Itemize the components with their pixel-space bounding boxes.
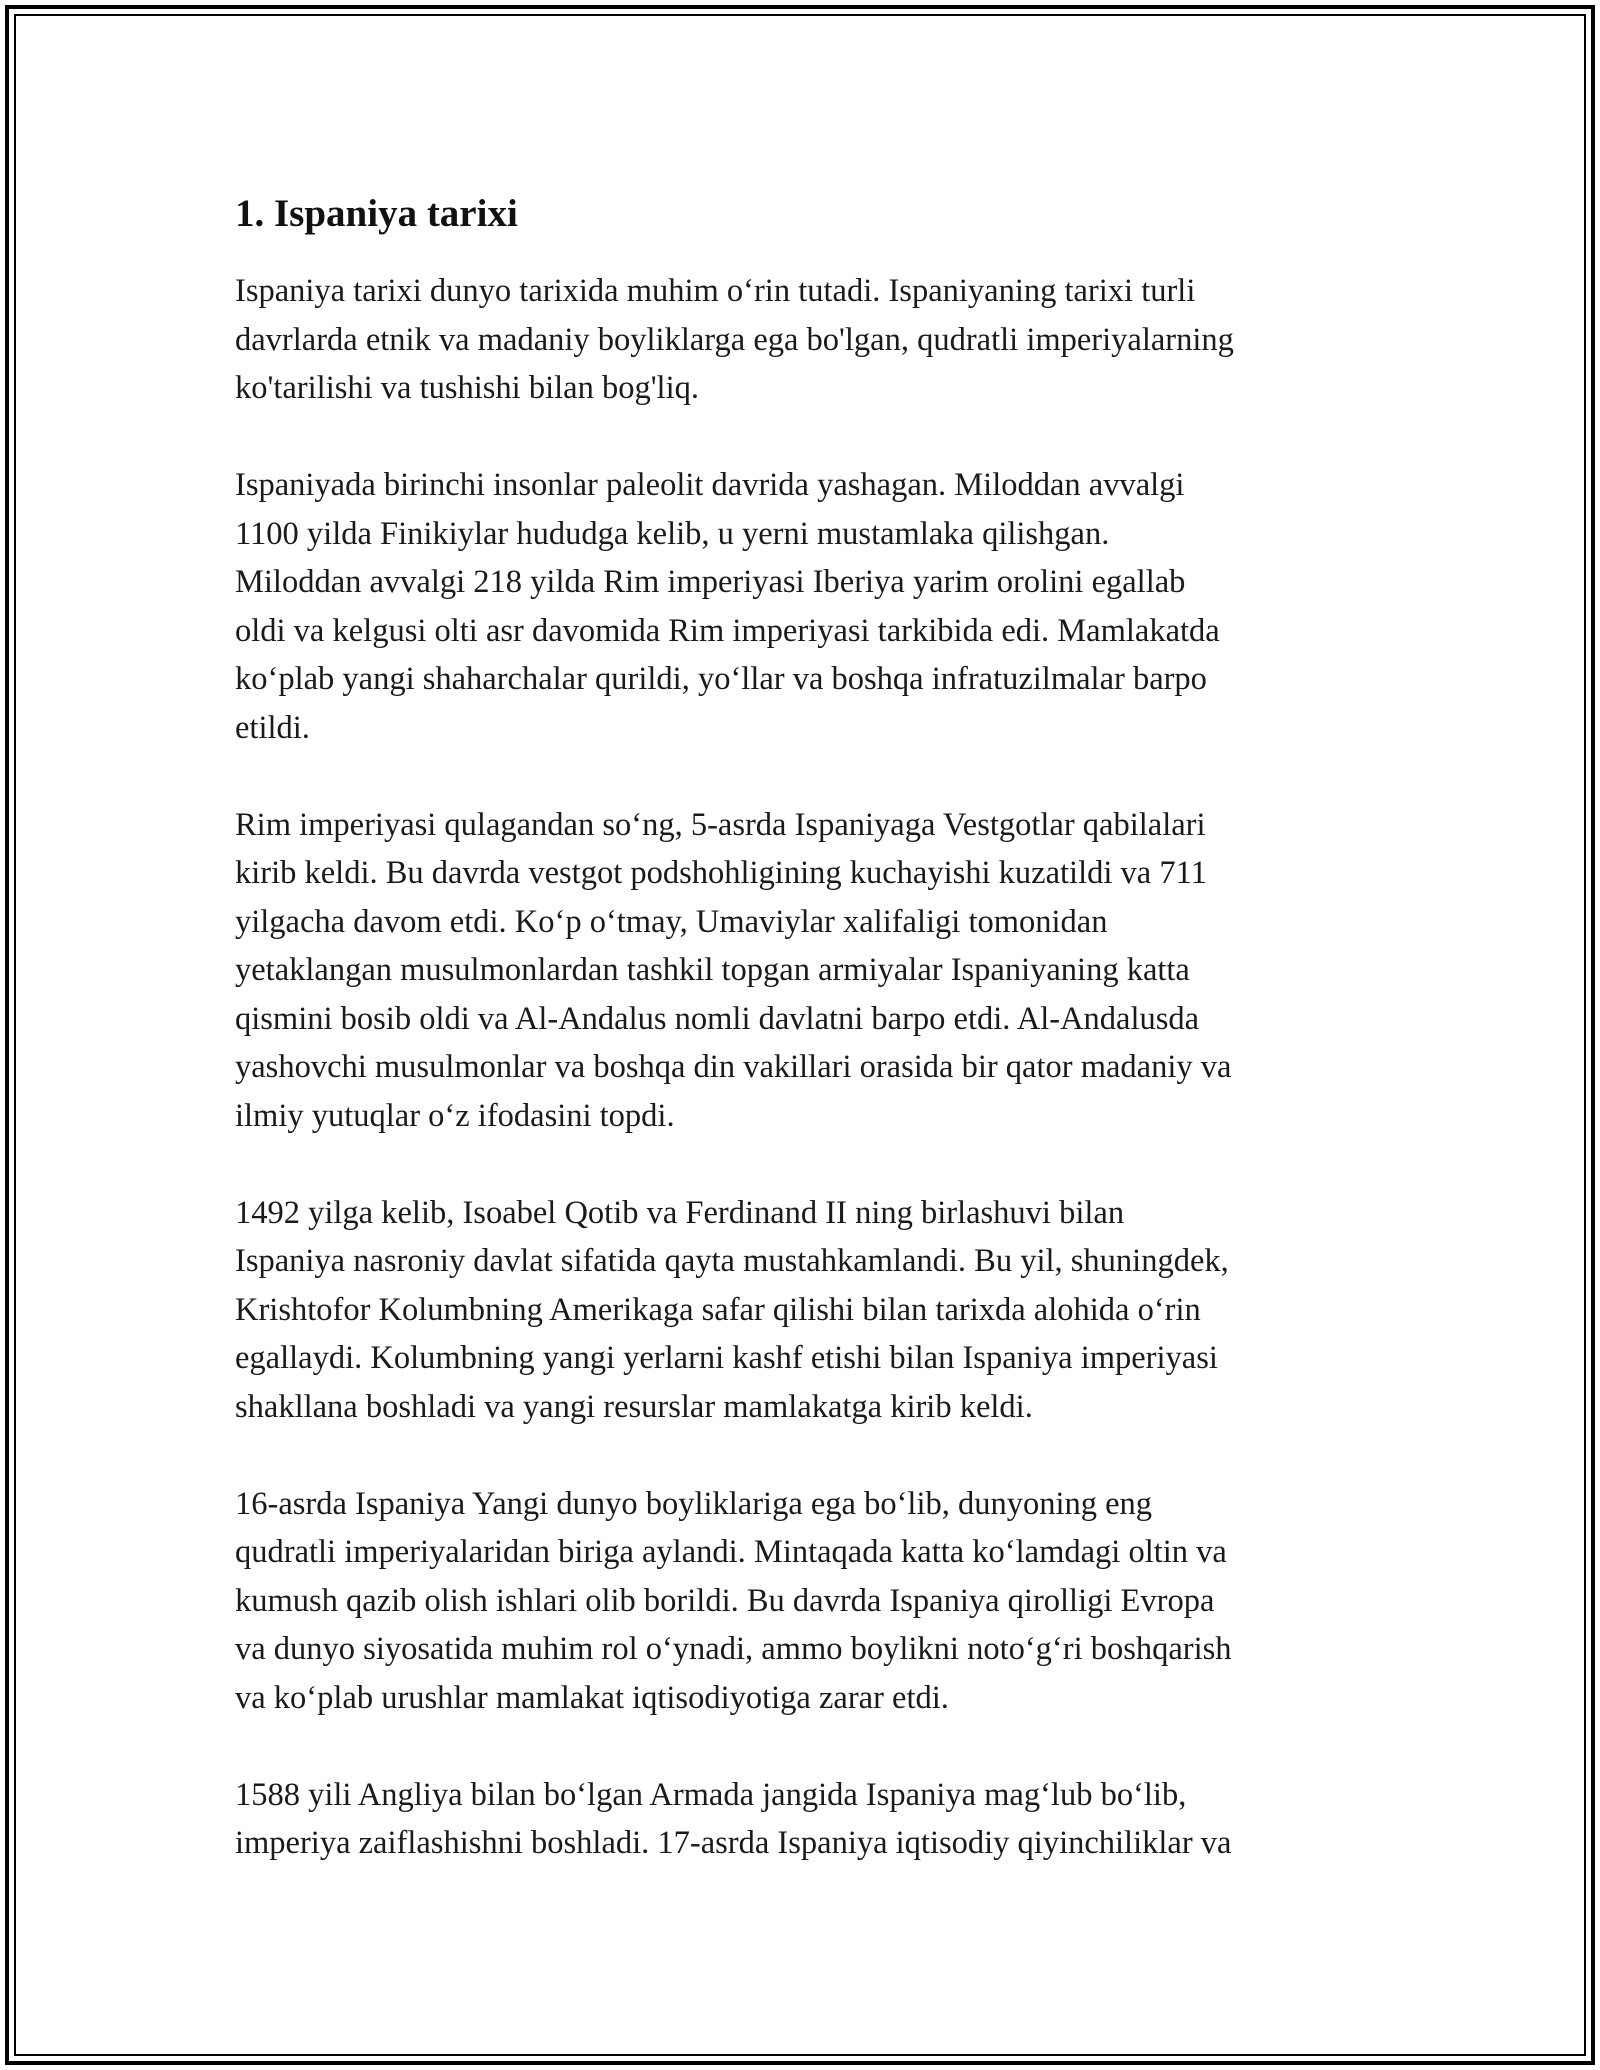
paragraph-intro: Ispaniya tarixi dunyo tarixida muhim oʻrin tutadi. Ispaniyaning tarixi turli davrlarda etnik va madaniy boyliklarga ega bo'lgan, qudratli imperiyalarning ko'tarilishi va tushishi bilan bog'liq.: [235, 273, 1234, 406]
paragraph-1588: 1588 yili Angliya bilan boʻlgan Armada jangida Ispaniya magʻlub boʻlib, imperiya zaiflashishni boshladi. 17-asrda Ispaniya iqtisodiy qiyinchiliklar va: [235, 1776, 1232, 1861]
document-page: [235, 186, 1370, 1916]
document-title: 1. Ispaniya tarixi: [235, 192, 518, 235]
paragraph-1492: 1492 yilga kelib, Isoabel Qotib va Ferdinand II ning birlashuvi bilan Ispaniya nasroniy davlat sifatida qayta mustahkamlandi. Bu yil, shuningdek, Krishtofor Kolumbning Amerikaga safar qilishi bilan tarixda alohida oʻrin egallaydi. Kolumbning yangi yerlarni kashf etishi bilan Ispaniya imperiyasi shakllana boshladi va yangi resurslar mamlakatga kirib keldi.: [235, 1194, 1229, 1425]
paragraph-visigoths: Rim imperiyasi qulagandan soʻng, 5-asrda Ispaniyaga Vestgotlar qabilalari kirib keldi. Bu davrda vestgot podshohligining kuchayishi kuzatildi va 711 yilgacha davom etdi. Koʻp oʻtmay, Umaviylar xalifaligi tomonidan yetaklangan musulmonlardan tashkil topgan armiyalar Ispaniyaning katta qismini bosib oldi va Al-Andalus nomli davlatni barpo etdi. Al-Andalusda yashovchi musulmonlar va boshqa din vakillari orasida bir qator madaniy va ilmiy yutuqlar oʻz ifodasini topdi.: [235, 806, 1232, 1134]
paragraph-16th-century: 16-asrda Ispaniya Yangi dunyo boyliklariga ega boʻlib, dunyoning eng qudratli imperiyalaridan biriga aylandi. Mintaqada katta koʻlamdagi oltin va kumush qazib olish ishlari olib borildi. Bu davrda Ispaniya qirolligi Evropa va dunyo siyosatida muhim rol oʻynadi, ammo boylikni notoʻgʻri boshqarish va koʻplab urushlar mamlakat iqtisodiyotiga zarar etdi.: [235, 1485, 1232, 1716]
paragraph-ancient: Ispaniyada birinchi insonlar paleolit davrida yashagan. Miloddan avvalgi 1100 yilda Finikiylar hududga kelib, u yerni mustamlaka qilishgan. Miloddan avvalgi 218 yilda Rim imperiyasi Iberiya yarim orolini egallab oldi va kelgusi olti asr davomida Rim imperiyasi tarkibida edi. Mamlakatda koʻplab yangi shaharchalar qurildi, yoʻllar va boshqa infratuzilmalar barpo etildi.: [235, 467, 1220, 746]
